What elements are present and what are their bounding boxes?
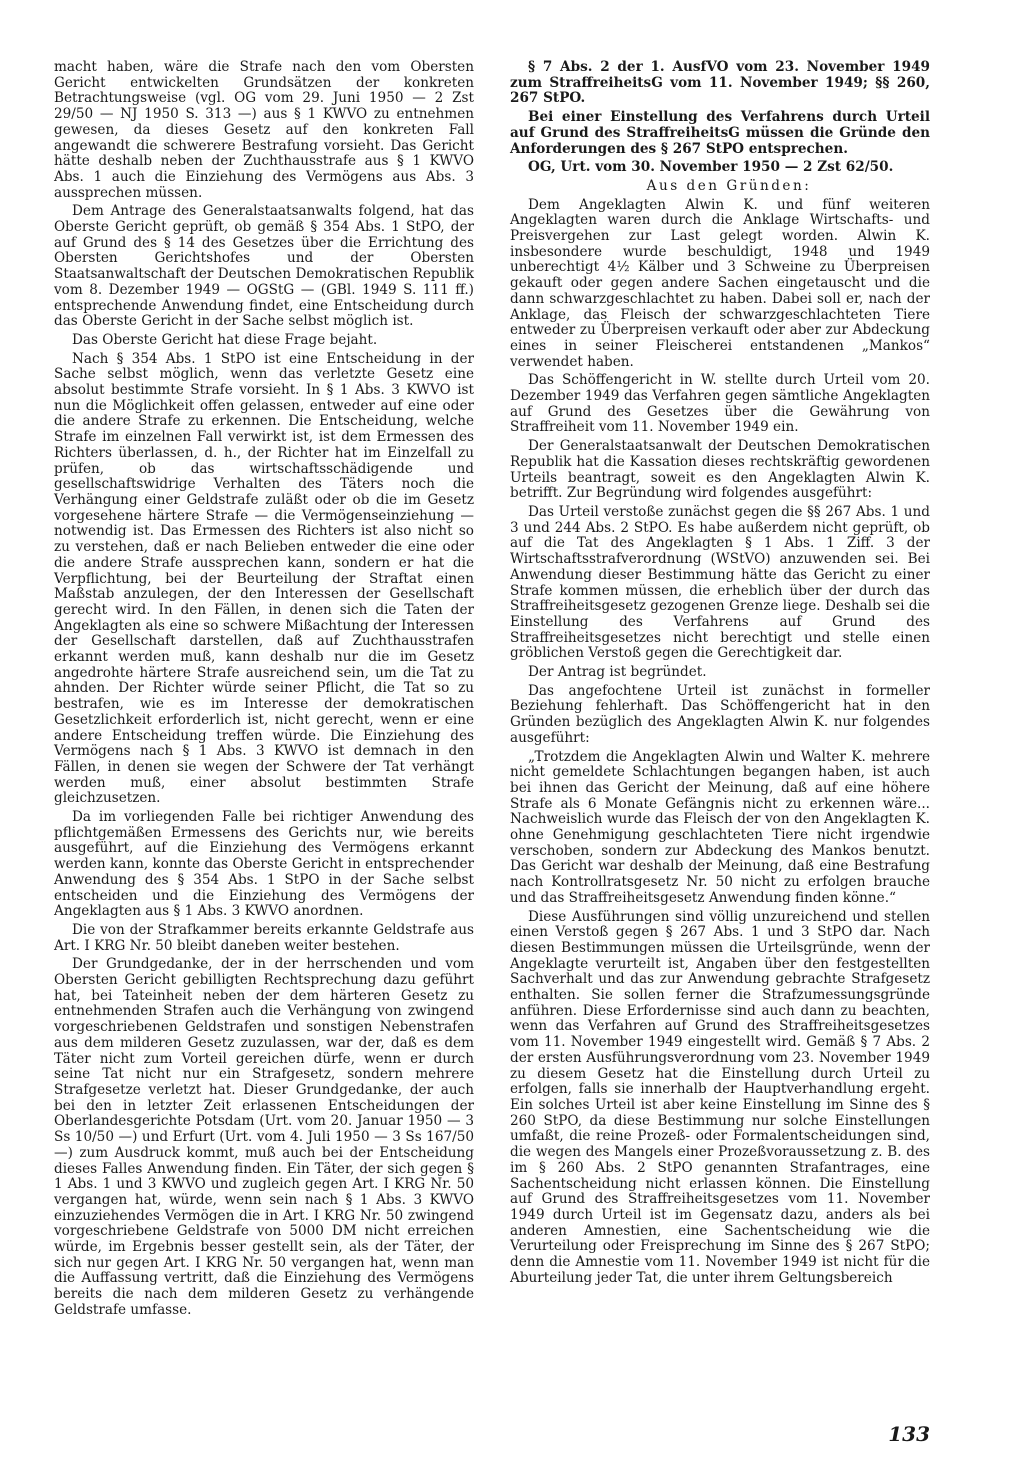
- paragraph: Nach § 354 Abs. 1 StPO ist eine Entscheidung in der Sache selbst möglich, wenn das verletzte Gesetz eine absolut bestimmte Strafe vorsieht. In § 1 Abs. 3 KWVO ist nun die Möglichkeit offen gelassen, entweder auf eine oder die andere Strafe zu erkennen. Die Entscheidung, welche Strafe im einzelnen Fall verwirkt ist, ist dem Ermessen des Richters überlassen, d. h., der Richter hat im Einzelfall zu prüfen, ob das wirtschaftsschädigende und gesellschaftswidrige Verhalten des Täters noch die Verhängung einer Geldstrafe zuläßt oder ob die im Gesetz vorgesehene härtere Strafe — die Vermögenseinziehung — notwendig ist. Das Ermessen des Richters ist also nicht so zu verstehen, daß er nach Belieben entweder die eine oder die andere Strafe aussprechen kann, sondern er hat die Verpflichtung, bei der Beurteilung der Straftat einen Maßstab anzulegen, der den Interessen der Gesellschaft gerecht wird. In den Fällen, in denen sich die Taten der Angeklagten als eine so schwere Mißachtung der Interessen der Gesellschaft darstellen, daß auf Zuchthausstrafen erkannt werden muß, kann deshalb nur die im Gesetz angedrohte härtere Strafe ausreichend sein, um die Tat zu ahnden. Der Richter würde seiner Pflicht, die Tat so zu bestrafen, wie es im Interesse der demokratischen Gesetzlichkeit erforderlich ist, nicht gerecht, wenn er eine andere Entscheidung treffen würde. Die Einziehung des Vermögens nach § 1 Abs. 3 KWVO ist demnach in den Fällen, in denen sie wegen der Schwere der Tat verhängt werden muß, einer absolut bestimmten Strafe gleichzusetzen.: [54, 350, 474, 807]
- section-caption: Aus den Gründen:: [646, 177, 812, 194]
- right-column: [510, 60, 930, 1289]
- paragraph: Der Grundgedanke, der in der herrschenden und vom Obersten Gericht gebilligten Rechtsprechung dazu geführt hat, bei Tateinheit neben der dem härteren Gesetz zu entnehmenden Strafen auch die Verhängung von zwingend vorgeschriebenen Geldstrafen und sonstigen Nebenstrafen aus dem milderen Gesetz zuzulassen, war der, daß es dem Täter nicht zum Vorteil gereichen dürfe, wenn er durch seine Tat nicht nur ein Strafgesetz, sondern mehrere Strafgesetze verletzt hat. Dieser Grundgedanke, der auch bei den in letzter Zeit erlassenen Entscheidungen der Oberlandesgerichte Potsdam (Urt. vom 20. Januar 1950 — 3 Ss 10/50 —) und Erfurt (Urt. vom 4. Juli 1950 — 3 Ss 167/50 —) zum Ausdruck kommt, muß auch bei der Entscheidung dieses Falles Anwendung finden. Ein Täter, der sich gegen § 1 Abs. 1 und 3 KWVO und zugleich gegen Art. I KRG Nr. 50 vergangen hat, würde, wenn sein nach § 1 Abs. 3 KWVO einzuziehendes Vermögen die in Art. I KRG Nr. 50 zwingend vorgeschriebene Geldstrafe von 5000 DM nicht erreichen würde, im Ergebnis besser gestellt sein, als der Täter, der sich nur gegen Art. I KRG Nr. 50 vergangen hat, wenn man die Auffassung vertritt, daß die Einziehung des Vermögens bereits die nach dem milderen Gesetz zu verhängende Geldstrafe umfasse.: [54, 956, 474, 1318]
- paragraph: Der Generalstaatsanwalt der Deutschen Demokratischen Republik hat die Kassation dieses rechtskräftig gewordenen Urteils beantragt, soweit es den Angeklagten Alwin K. betrifft. Zur Begründung wird folgendes ausgeführt:: [510, 438, 930, 502]
- headnote-reference: § 7 Abs. 2 der 1. AusfVO vom 23. November 1949 zum StraffreiheitsG vom 11. November 1949; §§ 260, 267 StPO.: [510, 59, 930, 107]
- headnote-court: OG, Urt. vom 30. November 1950 — 2 Zst 62/50.: [528, 159, 894, 176]
- paragraph: Diese Ausführungen sind völlig unzureichend und stellen einen Verstoß gegen § 267 Abs. 1 und 3 StPO dar. Nach diesen Bestimmungen müssen die Urteilsgründe, wenn der Angeklagte verurteilt ist, Angaben über den festgestellten Sachverhalt und das zur Anwendung gebrachte Strafgesetz enthalten. Sie sollen ferner die Strafzumessungsgründe anführen. Diese Erfordernisse sind auch dann zu beachten, wenn das Verfahren auf Grund des Straffreiheitsgesetzes vom 11. November 1949 eingestellt wird. Gemäß § 7 Abs. 2 der ersten Ausführungsverordnung vom 23. November 1949 zu diesem Gesetz hat die Einstellung durch Urteil zu erfolgen, falls sie innerhalb der Hauptverhandlung ergeht. Ein solches Urteil ist aber keine Einstellung im Sinne des § 260 StPO, da diese Bestimmung nur solche Einstellungen umfaßt, die reine Prozeß- oder Formalentscheidungen sind, die wegen des Mangels einer Prozeßvoraussetzung z. B. des im § 260 Abs. 2 StPO genannten Strafantrages, eine Sachentscheidung nicht erlassen können. Die Einstellung auf Grund des Straffreiheitsgesetzes vom 11. November 1949 durch Urteil ist im Gegensatz dazu, anders als bei anderen Amnestien, eine Sachentscheidung wie die Verurteilung oder Freisprechung im Sinne des § 267 StPO; denn die Amnestie vom 11. November 1949 ist nicht für die Aburteilung jeder Tat, die unter ihrem Geltungsbereich: [510, 908, 930, 1286]
- paragraph: macht haben, wäre die Strafe nach den vom Obersten Gericht entwickelten Grundsätzen der konkreten Betrachtungsweise (vgl. OG vom 29. Juni 1950 — 2 Zst 29/50 — NJ 1950 S. 313 —) aus § 1 KWVO zu entnehmen gewesen, da dieses Gesetz auf den konkreten Fall angewandt die schwerere Bestrafung vorsieht. Das Gericht hätte deshalb neben der Zuchthausstrafe aus § 1 KWVO Abs. 1 auch die Einziehung des Vermögens aus Abs. 3 aussprechen müssen.: [54, 59, 474, 201]
- headnote-rule: Bei einer Einstellung des Verfahrens durch Urteil auf Grund des StraffreiheitsG müssen die Gründe den Anforderungen des § 267 StPO entsprechen.: [510, 109, 930, 157]
- block-quote: „Trotzdem die Angeklagten Alwin und Walter K. mehrere nicht gemeldete Schlachtungen begangen haben, ist auch bei ihnen das Gericht der Meinung, daß auf eine höhere Strafe als 6 Monate Gefängnis nicht zu erkennen wäre... Nachweislich wurde das Fleisch der von den Angeklagten K. ohne Genehmigung geschlachteten Tiere nicht irgendwie verschoben, sondern zur Abdeckung des Mankos benutzt. Das Gericht war deshalb der Meinung, daß eine Bestrafung nach Kontrollratsgesetz Nr. 50 nicht zu erfolgen brauche und das Straffreiheitsgesetz Anwendung finden könne.“: [510, 748, 930, 906]
- paragraph: Die von der Strafkammer bereits erkannte Geldstrafe aus Art. I KRG Nr. 50 bleibt daneben weiter bestehen.: [54, 921, 474, 954]
- left-column: [54, 60, 474, 1322]
- paragraph: Das Oberste Gericht hat diese Frage bejaht.: [72, 331, 378, 348]
- page-number: 133: [888, 1422, 930, 1446]
- paragraph: Das Urteil verstoße zunächst gegen die §§ 267 Abs. 1 und 3 und 244 Abs. 2 StPO. Es habe außerdem nicht geprüft, ob auf die Tat des Angeklagten § 1 Abs. 1 Ziff. 3 der Wirtschaftsstrafverordnung (WStVO) anzuwenden sei. Bei Anwendung dieser Bestimmung hätte das Gericht zu einer Strafe kommen müssen, die erheblich über der durch das Straffreiheitsgesetz gezogenen Grenze liege. Deshalb sei die Einstellung des Verfahrens auf Grund des Straffreiheitsgesetzes nicht berechtigt und stelle einen gröblichen Verstoß gegen die Gerechtigkeit dar.: [510, 503, 930, 662]
- paragraph: Dem Antrage des Generalstaatsanwalts folgend, hat das Oberste Gericht geprüft, ob gemäß § 354 Abs. 1 StPO, der auf Grund des § 14 des Gesetzes über die Errichtung des Obersten Gerichtshofes und der Obersten Staatsanwaltschaft der Deutschen Demokratischen Republik vom 8. Dezember 1949 — OGStG — (GBl. 1949 S. 111 ff.) entsprechende Anwendung findet, eine Entscheidung durch das Oberste Gericht in der Sache selbst möglich ist.: [54, 203, 474, 330]
- paragraph: Der Antrag ist begründet.: [528, 664, 707, 681]
- paragraph: Da im vorliegenden Falle bei richtiger Anwendung des pflichtgemäßen Ermessens des Gerichts nur, wie bereits ausgeführt, auf die Einziehung des Vermögens erkannt werden kann, konnte das Oberste Gericht in entsprechender Anwendung des § 354 Abs. 1 StPO in der Sache selbst entscheiden und die Einziehung des Vermögens der Angeklagten aus § 1 Abs. 3 KWVO anordnen.: [54, 809, 474, 920]
- paragraph: Das Schöffengericht in W. stellte durch Urteil vom 20. Dezember 1949 das Verfahren gegen sämtliche Angeklagten auf Grund des Gesetzes über die Gewährung von Straffreiheit vom 11. November 1949 ein.: [510, 372, 930, 436]
- paragraph: Dem Angeklagten Alwin K. und fünf weiteren Angeklagten waren durch die Anklage Wirtschafts- und Preisvergehen zur Last gelegt worden. Alwin K. insbesondere wurde beschuldigt, 1948 und 1949 unberechtigt 4½ Kälber und 3 Schweine zu Überpreisen gekauft oder gegen andere Sachen eingetauscht und die dann schwarzgeschlachtet zu haben. Dabei soll er, nach der Anklage, das Fleisch der schwarzgeschlachteten Tiere entweder zu Überpreisen verkauft oder aber zur Abdeckung eines in seiner Fleischerei entstandenen „Mankos“ verwendet haben.: [510, 196, 930, 370]
- paragraph: Das angefochtene Urteil ist zunächst in formeller Beziehung fehlerhaft. Das Schöffengericht hat in den Gründen bezüglich des Angeklagten Alwin K. nur folgendes ausgeführt:: [510, 682, 930, 746]
